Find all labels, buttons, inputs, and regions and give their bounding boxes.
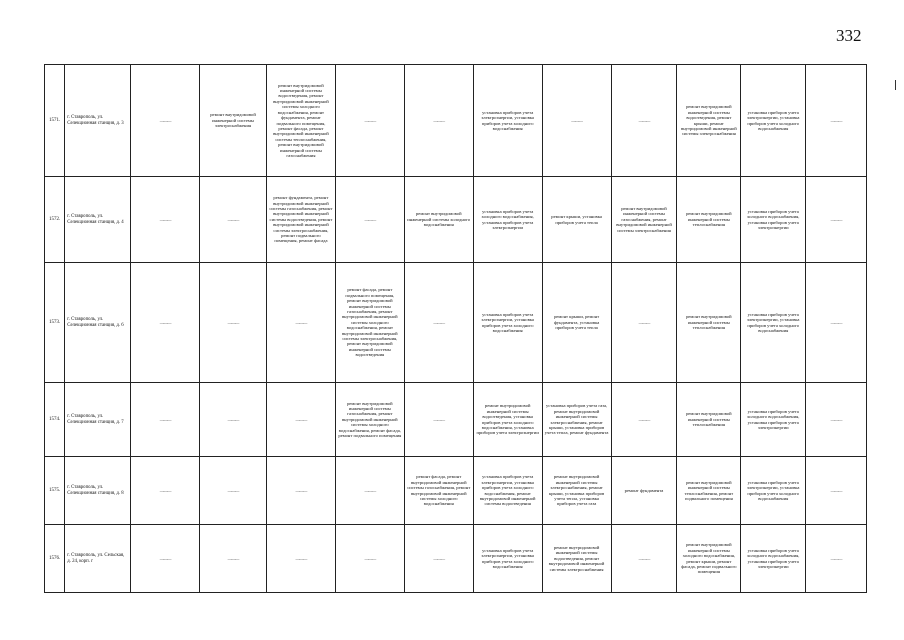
empty-cell-dash: ———: [131, 457, 200, 525]
empty-cell-dash: ———: [806, 65, 867, 177]
row-address: г. Ставрополь, ул. Селекционная станция, д. 6: [65, 263, 131, 383]
row-number: 1576.: [45, 525, 65, 593]
empty-cell-dash: ———: [404, 525, 473, 593]
empty-cell-dash: ———: [806, 263, 867, 383]
work-description-cell: установка приборов учета холодного водоснабжения, установка приборов учета электроэнергии: [741, 383, 806, 457]
table-row: [45, 65, 867, 177]
empty-cell-dash: ———: [200, 177, 267, 263]
empty-cell-dash: ———: [404, 65, 473, 177]
page-number: 332: [836, 26, 862, 45]
work-description-cell: установка приборов учета холодного водоснабжения, установка приборов учета электроэнергии: [473, 177, 542, 263]
work-description-cell: ремонт внутридомовой инженерной системы газоснабжения, ремонт внутридомовой инженерной системы холодного водоснабжения, ремонт фасада, ремонт подвального помещения: [335, 383, 404, 457]
empty-cell-dash: ———: [131, 525, 200, 593]
row-number: 1574.: [45, 383, 65, 457]
table-row: [45, 383, 867, 457]
work-description-cell: ремонт фасада, ремонт подвального помещения, ремонт внутридомовой инженерной системы газоснабжения, ремонт внутридомовой инженерной системы холодного водоснабжения, ремонт внутридомовой инженерной системы электроснабжения, ремонт внутридомовой инженерной системы водоотведения: [335, 263, 404, 383]
work-description-cell: установка приборов учета холодного водоснабжения, установка приборов учета электроэнергии: [741, 525, 806, 593]
empty-cell-dash: ———: [806, 525, 867, 593]
row-address: г. Ставрополь, ул. Селекционная станция, д. 3: [65, 65, 131, 177]
work-description-cell: ремонт внутридомовой инженерной системы теплоснабжения: [677, 263, 741, 383]
work-description-cell: ремонт крыши, установка приборов учета тепла: [542, 177, 611, 263]
table-body: [45, 65, 867, 593]
row-address: г. Ставрополь, ул. Селекционная станция, д. 8: [65, 457, 131, 525]
row-number: 1575.: [45, 457, 65, 525]
work-description-cell: ремонт фундамента: [611, 457, 677, 525]
scan-edge-mark: [895, 80, 899, 90]
table-row: [45, 525, 867, 593]
work-description-cell: ремонт внутридомовой инженерной системы теплоснабжения, ремонт подвального помещения: [677, 457, 741, 525]
row-number: 1573.: [45, 263, 65, 383]
row-number: 1572.: [45, 177, 65, 263]
work-description-cell: установка приборов учета электроэнергии, установка приборов учета холодного водоснабжения: [473, 525, 542, 593]
empty-cell-dash: ———: [131, 263, 200, 383]
work-description-cell: ремонт внутридомовой инженерной системы газоснабжения, ремонт внутридомовой инженерной системы электроснабжения: [611, 177, 677, 263]
empty-cell-dash: ———: [542, 65, 611, 177]
work-description-cell: ремонт внутридомовой инженерной системы водоотведения, ремонт крыши, ремонт внутридомовой инженерной системы электроснабжения: [677, 65, 741, 177]
row-address: г. Ставрополь, ул. Селекционная станция, д. 4: [65, 177, 131, 263]
empty-cell-dash: ———: [335, 457, 404, 525]
row-address: г. Ставрополь, ул. Селекционная станция, д. 7: [65, 383, 131, 457]
repair-schedule-table: [44, 64, 867, 593]
work-description-cell: установка приборов учета электроэнергии, установка приборов учета холодного водоснабжения: [741, 65, 806, 177]
empty-cell-dash: ———: [806, 457, 867, 525]
work-description-cell: ремонт внутридомовой инженерной системы холодного водоснабжения, ремонт крыши, ремонт фасада, ремонт подвального помещения: [677, 525, 741, 593]
empty-cell-dash: ———: [266, 525, 335, 593]
work-description-cell: ремонт внутридомовой инженерной системы теплоснабжения: [677, 383, 741, 457]
work-description-cell: ремонт внутридомовой инженерной системы водоотведения, установка приборов учета холодного водоснабжения, установка приборов учета электроэнергии: [473, 383, 542, 457]
work-description-cell: установка приборов учета электроэнергии, установка приборов учета холодного водоснабжения, ремонт внутридомовой инженерной системы водоотведения: [473, 457, 542, 525]
empty-cell-dash: ———: [611, 263, 677, 383]
empty-cell-dash: ———: [611, 65, 677, 177]
table-row: [45, 263, 867, 383]
work-description-cell: ремонт внутридомовой инженерной системы электроснабжения, ремонт крыши, установка приборов учета тепла, установка приборов учета газа: [542, 457, 611, 525]
work-description-cell: ремонт внутридомовой инженерной системы электроснабжения: [200, 65, 267, 177]
empty-cell-dash: ———: [335, 177, 404, 263]
work-description-cell: ремонт внутридомовой инженерной системы водоотведения, ремонт внутридомовой инженерной системы холодного водоснабжения, ремонт фундамента, ремонт подвального помещения, ремонт фасада, ремонт внутридомовой инженерной системы теплоснабжения, ремонт внутридомовой инженерной системы газоснабжения: [266, 65, 335, 177]
work-description-cell: установка приборов учета электроэнергии, установка приборов учета холодного водоснабжения: [741, 263, 806, 383]
work-description-cell: ремонт внутридомовой инженерной системы холодного водоснабжения: [404, 177, 473, 263]
work-description-cell: ремонт фундамента, ремонт внутридомовой инженерной системы газоснабжения, ремонт внутридомовой инженерной системы водоотведения, ремонт внутридомовой инженерной системы электроснабжения, ремонт подвального помещения, ремонт фасада: [266, 177, 335, 263]
row-number: 1571.: [45, 65, 65, 177]
table-row: [45, 177, 867, 263]
empty-cell-dash: ———: [131, 177, 200, 263]
empty-cell-dash: ———: [335, 525, 404, 593]
empty-cell-dash: ———: [200, 525, 267, 593]
work-description-cell: ремонт крыши, ремонт фундамента, установка приборов учета тепла: [542, 263, 611, 383]
empty-cell-dash: ———: [266, 383, 335, 457]
empty-cell-dash: ———: [266, 263, 335, 383]
empty-cell-dash: ———: [200, 457, 267, 525]
empty-cell-dash: ———: [266, 457, 335, 525]
empty-cell-dash: ———: [611, 383, 677, 457]
work-description-cell: установка приборов учета холодного водоснабжения, установка приборов учета электроэнергии: [741, 177, 806, 263]
empty-cell-dash: ———: [200, 263, 267, 383]
empty-cell-dash: ———: [131, 383, 200, 457]
empty-cell-dash: ———: [131, 65, 200, 177]
work-description-cell: ремонт внутридомовой инженерной системы водоотведения, ремонт внутридомовой инженерной системы электроснабжения: [542, 525, 611, 593]
empty-cell-dash: ———: [335, 65, 404, 177]
empty-cell-dash: ———: [611, 525, 677, 593]
work-description-cell: ремонт внутридомовой инженерной системы теплоснабжения: [677, 177, 741, 263]
work-description-cell: установка приборов учета газа, ремонт внутридомовой инженерной системы электроснабжения, ремонт крыши, установка приборов учета тепла, ремонт фундамента: [542, 383, 611, 457]
empty-cell-dash: ———: [200, 383, 267, 457]
table-row: [45, 457, 867, 525]
work-description-cell: установка приборов учета электроэнергии, установка приборов учета холодного водоснабжения: [473, 263, 542, 383]
empty-cell-dash: ———: [404, 263, 473, 383]
empty-cell-dash: ———: [806, 383, 867, 457]
row-address: г. Ставрополь, ул. Сельская, д. 24, корп. г: [65, 525, 131, 593]
empty-cell-dash: ———: [806, 177, 867, 263]
work-description-cell: установка приборов учета электроэнергии, установка приборов учета холодного водоснабжения: [473, 65, 542, 177]
empty-cell-dash: ———: [404, 383, 473, 457]
work-description-cell: ремонт фасада, ремонт внутридомовой инженерной системы газоснабжения, ремонт внутридомовой инженерной системы холодного водоснабжения: [404, 457, 473, 525]
work-description-cell: установка приборов учета электроэнергии, установка приборов учета холодного водоснабжения: [741, 457, 806, 525]
